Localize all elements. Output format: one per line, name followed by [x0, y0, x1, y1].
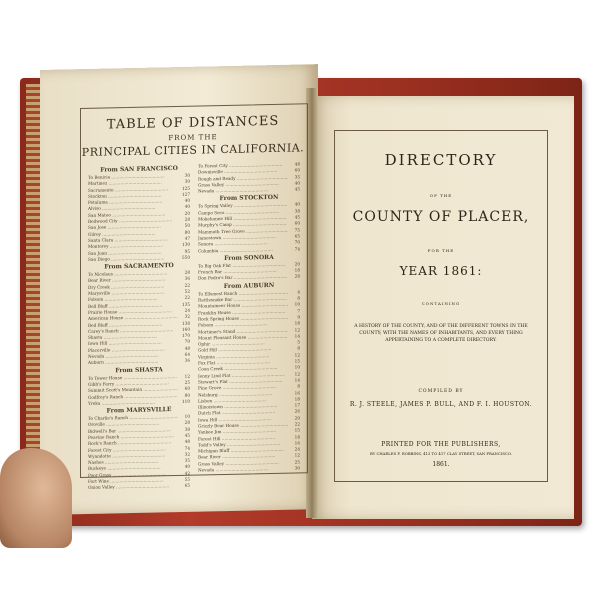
distance-value: 80	[184, 392, 190, 398]
place-name: Gilroy .....	[88, 230, 178, 238]
distance-value: 35	[294, 173, 300, 180]
place-name: San Diego .....	[88, 255, 178, 263]
place-name: Pine Grove .....	[198, 384, 288, 392]
distance-value: 48	[184, 438, 190, 445]
distance-value: 50	[184, 223, 190, 229]
place-name: Forest City .....	[88, 446, 178, 454]
place-name: Summit Scott's Mountain .....	[88, 386, 178, 394]
distance-value: 24	[184, 307, 190, 313]
distance-value: 32	[184, 313, 190, 320]
place-name: Marysville .....	[88, 289, 178, 297]
place-name: Wyandotte .....	[88, 452, 178, 460]
distance-value: 9	[297, 314, 300, 320]
distance-value: 28	[184, 269, 190, 275]
distance-value: 36	[184, 276, 190, 282]
place-name: To Ellsmost Ranch .....	[198, 289, 288, 297]
place-name: Shasta .....	[88, 333, 178, 341]
distance-value: 10	[184, 413, 190, 419]
distance-value: 80	[184, 229, 190, 235]
place-name: Monterey .....	[88, 242, 178, 250]
distance-value: 45	[294, 186, 300, 192]
place-name: Virginia .....	[198, 352, 288, 360]
directory-title: DIRECTORY	[384, 151, 498, 169]
table-subtitle: FROM THE	[168, 133, 218, 143]
distance-value: 60	[294, 220, 300, 226]
distance-value: 30	[294, 465, 300, 471]
distance-value: 70	[294, 239, 300, 245]
distance-value: 12	[294, 326, 300, 333]
place-name: To Spring Valley .....	[198, 202, 288, 210]
place-name: Coon Creek .....	[198, 365, 288, 373]
place-name: Poor Grass .....	[88, 471, 178, 479]
place-name: San Jose .....	[88, 223, 178, 231]
place-name: San Juan .....	[88, 249, 178, 257]
section-heading: From MARYSVILLE	[106, 406, 172, 415]
place-name: Redwood City .....	[88, 217, 178, 225]
place-name: Onion Valley .....	[88, 483, 178, 491]
distance-value: 40	[184, 197, 190, 203]
place-name: Grizzly Bear House .....	[198, 422, 288, 430]
distance-value: 7	[297, 308, 300, 314]
distance-value: 12	[294, 452, 300, 458]
distance-value: 65	[294, 233, 300, 239]
place-name: Godfrey's Ranch .....	[88, 392, 178, 400]
place-name: Jamestown .....	[198, 234, 288, 242]
distance-value: 52	[184, 288, 190, 294]
distance-value: 70	[184, 339, 190, 345]
distance-value: 40	[184, 464, 190, 470]
section-heading: From SACRAMENTO	[104, 262, 174, 271]
place-name: Rattlesnake Bar .....	[198, 296, 288, 304]
place-name: Murphy's Camp .....	[198, 221, 288, 229]
distance-value: 74	[294, 245, 300, 252]
distance-value: 48	[294, 161, 300, 167]
distance-value: 16	[294, 389, 300, 396]
distance-value: 65	[184, 483, 190, 489]
section-heading: From SONORA	[224, 253, 274, 262]
distance-value: 8	[297, 295, 300, 301]
distance-value: 14	[294, 377, 300, 383]
place-name: Downieville .....	[198, 168, 288, 176]
place-name: Martinez .....	[88, 179, 178, 187]
place-name: To Big Oak Flat .....	[198, 262, 288, 270]
place-name: Peavine Ranch .....	[88, 433, 178, 441]
distance-value: 12	[294, 352, 300, 358]
place-name: American House .....	[88, 314, 178, 322]
year-title: YEAR 1861:	[399, 264, 483, 278]
distance-value: 15	[294, 427, 300, 433]
place-name: Todd's Valley .....	[198, 441, 288, 449]
distance-value: 75	[294, 227, 300, 233]
place-name: Placerville .....	[88, 346, 178, 354]
place-name: Mammoth Tree Grove .....	[198, 227, 288, 235]
place-name: Santa Clara .....	[88, 236, 178, 244]
section-heading: From STOCKTON	[219, 194, 279, 203]
place-name: Franklin House .....	[198, 308, 288, 316]
distance-value: 8	[297, 383, 300, 389]
distance-value: 8	[297, 345, 300, 351]
place-name: Nashes .....	[88, 458, 178, 466]
distance-value: 20	[294, 261, 300, 267]
place-name: Mountaineer House .....	[198, 302, 288, 310]
distance-value: 24	[294, 446, 300, 452]
place-name: Yreka .....	[88, 399, 178, 407]
distance-value: 135	[182, 301, 190, 307]
place-name: Ophir .....	[198, 340, 288, 348]
county-title: COUNTY OF PLACER,	[352, 209, 530, 225]
distance-value: 17	[294, 402, 300, 408]
distance-value: 16	[294, 440, 300, 446]
place-name: Iowa Hill .....	[88, 339, 178, 347]
place-name: Auburn .....	[88, 358, 178, 366]
place-name: Campo Seco .....	[198, 208, 288, 216]
distance-value: 55	[184, 476, 190, 482]
place-name: Mokelumne Hill .....	[198, 215, 288, 223]
distance-value: 30	[184, 172, 190, 178]
place-name: To Benicia .....	[88, 173, 178, 181]
place-name: Fox Flat .....	[198, 359, 288, 367]
distance-value: 22	[184, 282, 190, 288]
distance-value: 36	[184, 358, 190, 364]
section-heading: From SAN FRANCISCO	[100, 164, 178, 174]
section-heading: From AUBURN	[223, 281, 275, 290]
printed-for: PRINTED FOR THE PUBLISHERS,	[381, 441, 501, 448]
place-name: Bear River .....	[198, 453, 288, 461]
place-name: To Forest City .....	[198, 162, 288, 170]
distance-value: 15	[294, 358, 300, 364]
place-name: Mount Pleasant House .....	[198, 333, 288, 341]
distance-value: 5	[297, 339, 300, 345]
for-the-label: FOR THE	[427, 248, 455, 253]
place-name: Dutch Flat .....	[198, 409, 288, 417]
place-name: Rock Spring House .....	[198, 315, 288, 323]
distance-value: 95	[184, 248, 190, 254]
distance-value: 64	[184, 351, 190, 357]
place-name: Carey's Ranch .....	[88, 327, 178, 335]
distance-value: 10	[294, 301, 300, 307]
distance-value: 22	[184, 295, 190, 301]
compiled-by-label: COMPILED BY	[418, 389, 464, 394]
distance-value: 18	[294, 396, 300, 402]
place-name: Prairie House .....	[88, 308, 178, 316]
place-name: Lisbon .....	[198, 396, 288, 404]
place-name: Fort Wine .....	[88, 477, 178, 485]
place-name: Mortimer's Stand .....	[198, 327, 288, 335]
distance-value: 45	[294, 214, 300, 220]
place-name: Bell Bluff .....	[88, 302, 178, 310]
place-name: Nevada .....	[198, 466, 288, 474]
place-name: Rock's Ranch .....	[88, 439, 178, 447]
distance-table	[80, 103, 310, 491]
table-column-left	[88, 164, 190, 492]
place-name: Nelsburg .....	[198, 390, 288, 398]
place-name: To Charlie's Ranch .....	[88, 414, 178, 422]
distance-value: 30	[184, 178, 190, 185]
place-name: French Bar .....	[198, 268, 288, 276]
place-name: Grass Valley .....	[198, 459, 288, 467]
distance-value: 25	[184, 379, 190, 385]
place-name: Stewart's Flat .....	[198, 378, 288, 386]
place-name: Red Bluff .....	[88, 320, 178, 328]
place-name: Buckeye .....	[88, 464, 178, 472]
place-name: Rough and Ready .....	[198, 174, 288, 182]
place-name: Nevada .....	[198, 187, 288, 195]
distance-value: 26	[294, 408, 300, 414]
distance-value: 110	[182, 398, 190, 404]
distance-value: 22	[294, 421, 300, 427]
distance-value: 10	[294, 364, 300, 370]
place-name: Don Pedro's Bar .....	[198, 274, 288, 282]
distance-value: 40	[184, 204, 190, 210]
distance-value: 12	[184, 373, 190, 379]
publication-date: 1861.	[432, 461, 450, 468]
place-name: Petaluma .....	[88, 198, 178, 206]
place-name: Bear River .....	[88, 276, 178, 284]
place-name: Jenny Lind Flat .....	[198, 371, 288, 379]
table-title: TABLE OF DISTANCES	[106, 113, 280, 133]
distance-value: 18	[294, 267, 300, 273]
distance-value: 28	[294, 273, 300, 279]
distance-value: 74	[184, 445, 190, 451]
place-name: Gibb's Ferry .....	[88, 380, 178, 388]
distance-value: 28	[184, 420, 190, 426]
distance-value: 550	[182, 254, 190, 260]
place-name: San Mateo .....	[88, 211, 178, 219]
place-name: Grass Valley .....	[198, 181, 288, 189]
place-name: Gold Hill .....	[198, 346, 288, 354]
place-name: Nevada .....	[88, 352, 178, 360]
compilers: R. J. STEELE, JAMES P. BULL, AND F. I. HOUSTON.	[349, 401, 533, 408]
holding-thumb	[0, 448, 72, 548]
distance-value: 60	[294, 167, 300, 173]
distance-value: 4	[297, 289, 300, 295]
distance-value: 138	[182, 320, 190, 326]
distance-value: 45	[184, 432, 190, 438]
printer-address: BY CHARLES F. ROBBINS, 413 TO 417 CLAY STREET, SAN FRANCISCO.	[370, 451, 512, 456]
distance-value: 48	[184, 345, 190, 351]
distance-value: 20	[294, 415, 300, 421]
distance-value: 160	[182, 326, 190, 332]
distance-value: 25	[294, 459, 300, 465]
place-name: Columbia .....	[198, 246, 288, 254]
distance-value: 38	[294, 208, 300, 214]
distance-value: 20	[184, 210, 190, 216]
distance-value: 125	[182, 185, 190, 191]
section-heading: From SHASTA	[115, 365, 163, 374]
distance-value: 170	[182, 332, 190, 338]
containing-label: CONTAINING	[421, 301, 461, 306]
place-name: Dry Creek .....	[88, 283, 178, 291]
table-subtitle-2: PRINCIPAL CITIES IN CALIFORNIA.	[81, 141, 305, 159]
place-name: Folsom .....	[88, 295, 178, 303]
distance-value: 42	[184, 470, 190, 476]
distance-value: 28	[184, 216, 190, 222]
place-name: Sonora .....	[198, 240, 288, 248]
title-page-frame	[334, 130, 548, 482]
distance-value: 12	[294, 371, 300, 377]
distance-value: 130	[182, 241, 190, 248]
distance-value: 35	[184, 457, 190, 463]
distance-value: 14	[294, 333, 300, 339]
distance-value: 18	[294, 320, 300, 326]
place-name: Alviso .....	[88, 204, 178, 212]
place-name: To Tower House .....	[88, 374, 178, 382]
place-name: Sacramento .....	[88, 186, 178, 194]
distance-value: 60	[184, 385, 190, 392]
place-name: Folsom .....	[198, 321, 288, 329]
distance-value: 40	[294, 201, 300, 207]
distance-value: 38	[184, 426, 190, 432]
book-description: A HISTORY OF THE COUNTY, AND OF THE DIFFERENT TOWNS IN THE COUNTY; WITH THE NAMES OF INHABITANTS, AND EVERY THING APPERTAINING TO A COMPLETE DIRECTORY.	[354, 324, 528, 343]
distance-value: 18	[294, 433, 300, 440]
of-the-label: OF THE	[429, 193, 453, 198]
place-name: Forest Hill .....	[198, 434, 288, 442]
place-name: To Nicolaus .....	[88, 270, 178, 278]
place-name: Iowa Hill .....	[198, 415, 288, 423]
distance-value: 32	[184, 451, 190, 457]
distance-value: 127	[182, 191, 190, 197]
table-column-right	[198, 161, 300, 473]
place-name: Bidwell's Bar .....	[88, 427, 178, 435]
place-name: Michigan Bluff .....	[198, 447, 288, 455]
place-name: Illinoistown .....	[198, 403, 288, 411]
place-name: Stockton .....	[88, 192, 178, 200]
distance-value: 40	[294, 180, 300, 186]
distance-value: 47	[184, 235, 190, 241]
place-name: Oroville .....	[88, 420, 178, 428]
place-name: Yankee Jim .....	[198, 428, 288, 436]
